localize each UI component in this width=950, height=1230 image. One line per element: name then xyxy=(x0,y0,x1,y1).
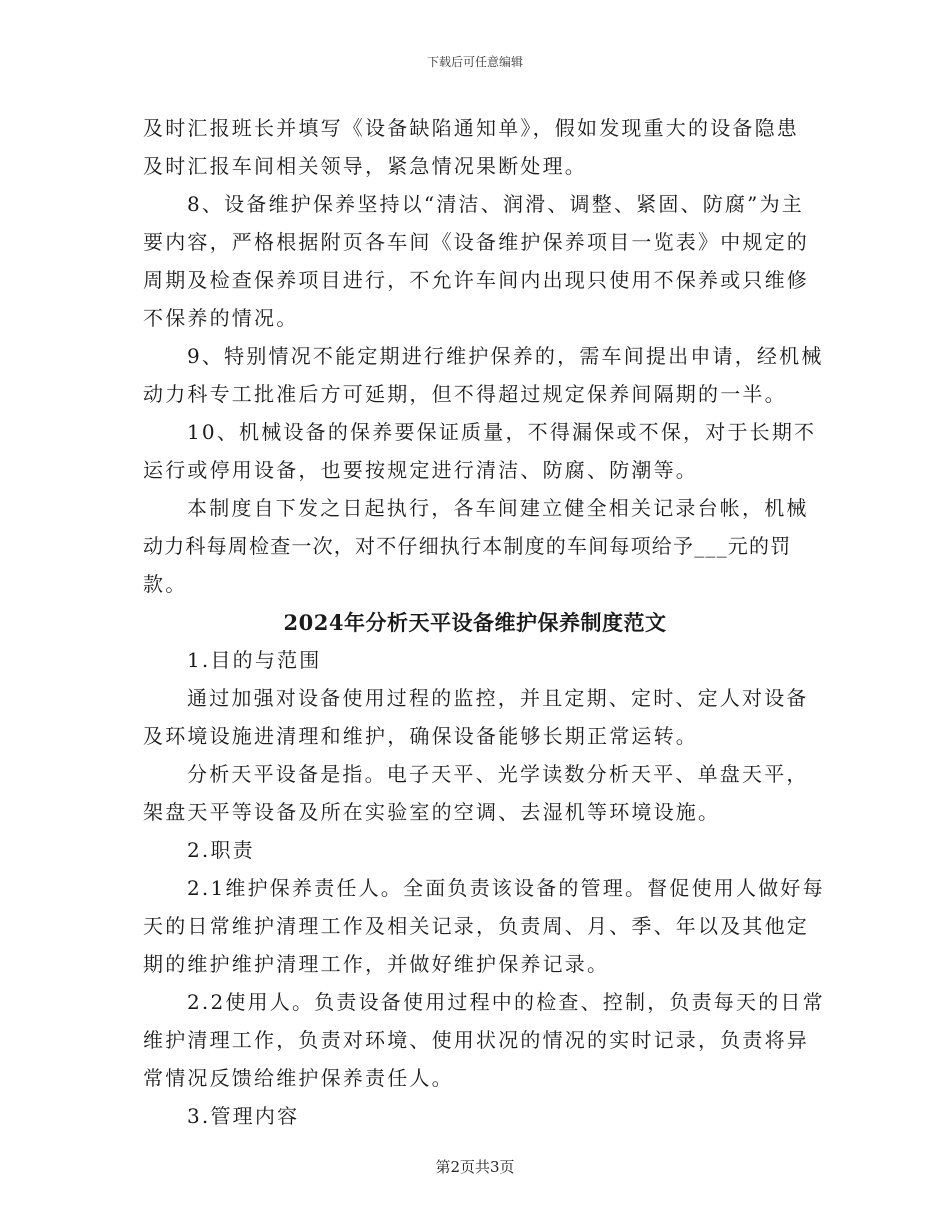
page-footer: 第2页共3页 xyxy=(435,1158,515,1176)
heading-line: 2.职责 xyxy=(187,838,255,862)
paragraph-line: 及环境设施进清理和维护，确保设备能够长期正常运转。 xyxy=(143,724,698,748)
paragraph-line: 周期及检查保养项目进行，不允许车间内出现只使用不保养或只维修 xyxy=(143,268,809,292)
page-header: 下载后可任意编辑 xyxy=(426,55,523,69)
document-body xyxy=(143,109,825,1135)
paragraph-line: 款。 xyxy=(143,572,188,596)
section-title: 2024年分析天平设备维护保养制度范文 xyxy=(283,610,667,635)
paragraph-line: 2.1维护保养责任人。全面负责该设备的管理。督促使用人做好每 xyxy=(187,876,825,900)
paragraph-line: 不保养的情况。 xyxy=(143,306,299,330)
heading-line: 1.目的与范围 xyxy=(187,648,322,672)
heading-line: 3.管理内容 xyxy=(187,1104,300,1128)
paragraph-line: 天的日常维护清理工作及相关记录，负责周、月、季、年以及其他定 xyxy=(143,914,809,938)
paragraph-line: 要内容，严格根据附页各车间《设备维护保养项目一览表》中规定的 xyxy=(143,230,809,254)
paragraph-line: 9、特别情况不能定期进行维护保养的，需车间提出申请，经机械 xyxy=(187,344,824,368)
paragraph-line: 期的维护维护清理工作，并做好维护保养记录。 xyxy=(143,952,610,976)
paragraph-line: 及时汇报班长并填写《设备缺陷通知单》，假如发现重大的设备隐患 xyxy=(143,116,799,140)
paragraph-line: 2.2使用人。负责设备使用过程中的检查、控制，负责每天的日常 xyxy=(187,990,825,1014)
paragraph-line: 10、机械设备的保养要保证质量，不得漏保或不保，对于长期不 xyxy=(187,420,817,444)
paragraph-line: 本制度自下发之日起执行，各车间建立健全相关记录台帐，机械 xyxy=(187,496,809,520)
paragraph-line: 动力科每周检查一次，对不仔细执行本制度的车间每项给予___元的罚 xyxy=(143,534,792,558)
paragraph-line: 8、设备维护保养坚持以“清洁、润滑、调整、紧固、防腐”为主 xyxy=(187,192,804,216)
paragraph-line: 常情况反馈给维护保养责任人。 xyxy=(143,1066,454,1090)
paragraph-line: 运行或停用设备，也要按规定进行清洁、防腐、防潮等。 xyxy=(143,458,698,482)
paragraph-line: 通过加强对设备使用过程的监控，并且定期、定时、定人对设备 xyxy=(187,686,809,710)
paragraph-line: 架盘天平等设备及所在实验室的空调、去湿机等环境设施。 xyxy=(143,800,721,824)
paragraph-line: 维护清理工作，负责对环境、使用状况的情况的实时记录，负责将异 xyxy=(143,1028,809,1052)
paragraph-line: 分析天平设备是指。电子天平、光学读数分析天平、单盘天平， xyxy=(187,762,809,786)
paragraph-line: 动力科专工批准后方可延期，但不得超过规定保养间隔期的一半。 xyxy=(143,382,787,406)
paragraph-line: 及时汇报车间相关领导，紧急情况果断处理。 xyxy=(143,154,587,178)
